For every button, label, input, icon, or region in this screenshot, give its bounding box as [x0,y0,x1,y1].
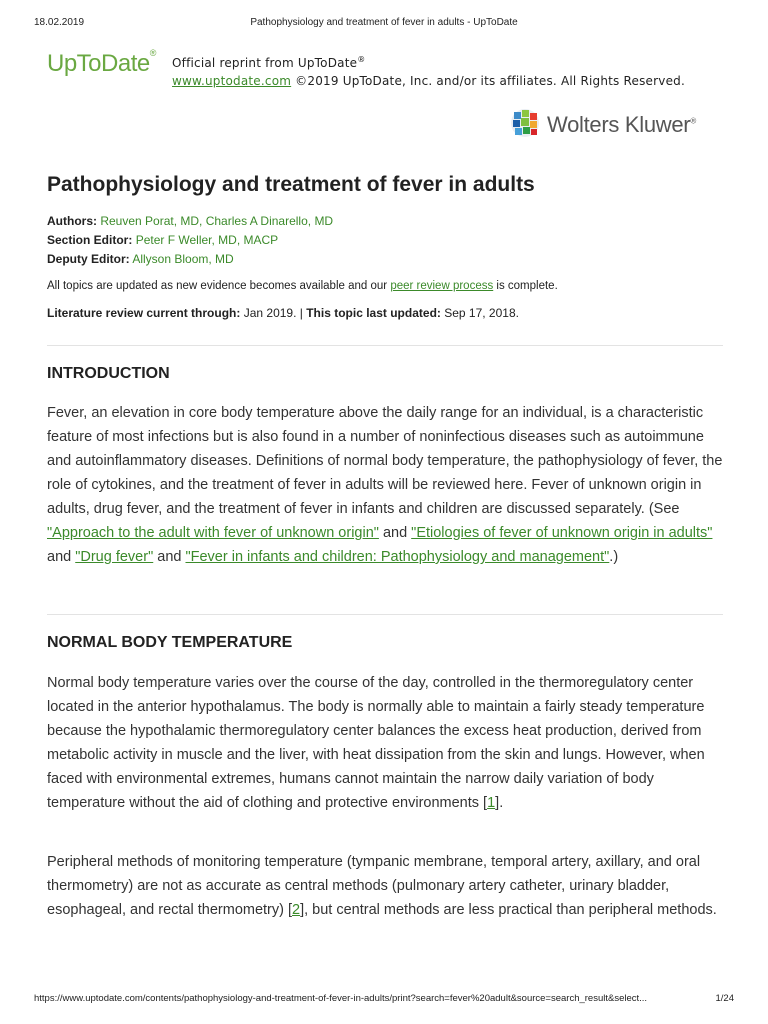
review-dates [47,304,519,323]
author-block [47,212,333,269]
lit-review-value: Jan 2019. | [240,306,307,320]
print-page-number: 1/24 [715,993,734,1004]
deputy-editor-value[interactable]: Allyson Bloom, MD [132,252,234,266]
peer-review-link[interactable]: peer review process [390,280,494,292]
section-editor-value[interactable]: Peter F Weller, MD, MACP [135,233,279,247]
print-header [0,17,768,31]
print-url: https://www.uptodate.com/contents/pathophysiology-and-treatment-of-fever-in-adults/print?search=fever%20adult&source=search_result&select... [34,993,648,1004]
divider [47,345,723,346]
print-date: 18.02.2019 [34,17,85,28]
wolters-kluwer-mark-icon [508,107,544,141]
uptodate-link[interactable]: www.uptodate.com [172,74,292,88]
update-note: All topics are updated as new evidence becomes available and our peer review process is complete. [47,280,558,292]
link-etiologies-fuo[interactable]: "Etiologies of fever of unknown origin in adults" [411,525,713,541]
deputy-editor-row: Deputy Editor: Allyson Bloom, MD [47,252,234,266]
reprint-notice [172,51,685,90]
authors-row: Authors: Reuven Porat, MD, Charles A Dinarello, MD [47,214,334,228]
link-fever-infants-children[interactable]: "Fever in infants and children: Pathophysiology and management" [185,549,610,565]
reference-1-link[interactable]: 1 [487,795,496,811]
intro-paragraph: Fever, an elevation in core body temperature above the daily range for an individual, is a characteristic feature of most infections but is also found in a number of noninfectious diseases such as autoimmune and autoinflammatory diseases. Definitions of normal body temperature, the pathophysiology of fever, the role of cytokines, and the treatment of fever in adults will be reviewed here. Fever of unknown origin in adults, drug fever, and the treatment of fever in infants and children are discussed separately. (See "Approach to the adult with fever of unknown origin" and "Etiologies of fever of unknown origin in adults" and "Drug fever" and "Fever in infants and children: Pathophysiology and management".) [47,405,723,565]
logo-text: UpToDate [47,50,150,77]
last-updated-label: This topic last updated: [306,306,441,320]
reprint-mark: ® [357,55,366,64]
article-title: Pathophysiology and treatment of fever in adults [47,173,535,196]
logo-mark: ® [149,48,156,58]
publisher-name: Wolters Kluwer® [547,112,696,137]
last-updated-value: Sep 17, 2018. [440,306,519,320]
print-footer [0,993,768,1007]
link-fever-unknown-origin[interactable]: "Approach to the adult with fever of unknown origin" [47,525,379,541]
authors-value[interactable]: Reuven Porat, MD, Charles A Dinarello, MD [100,214,334,228]
copyright-text: ©2019 UpToDate, Inc. and/or its affiliates. All Rights Reserved. [291,74,685,88]
link-drug-fever[interactable]: "Drug fever" [75,549,154,565]
section-heading-normal-body-temperature: NORMAL BODY TEMPERATURE [47,634,293,651]
print-title: Pathophysiology and treatment of fever in adults - UpToDate [250,17,518,28]
normal-temp-paragraph-2: Peripheral methods of monitoring temperature (tympanic membrane, temporal artery, axillary, and oral thermometry) are not as accurate as central methods (pulmonary artery catheter, urinary bladder, esophageal, and rectal thermometry) [2], but central methods are less practical than peripheral methods. [47,854,717,918]
reprint-line: Official reprint from UpToDate [172,56,358,70]
uptodate-logo[interactable] [47,50,156,78]
section-editor-row: Section Editor: Peter F Weller, MD, MACP [47,233,279,247]
divider [47,614,723,615]
normal-temp-paragraph-1: Normal body temperature varies over the course of the day, controlled in the thermoregulatory center located in the anterior hypothalamus. The body is normally able to maintain a fairly steady temperature because the hypothalamic thermoregulatory center balances the excess heat production, derived from metabolic activity in muscle and the liver, with heat dissipation from the skin and lungs. However, when faced with environmental extremes, humans cannot maintain the narrow daily variation of body temperature without the aid of clothing and protective environments [1]. [47,675,705,811]
reference-2-link[interactable]: 2 [292,902,301,918]
section-heading-introduction: INTRODUCTION [47,365,170,382]
lit-review-label: Literature review current through: [47,306,241,320]
